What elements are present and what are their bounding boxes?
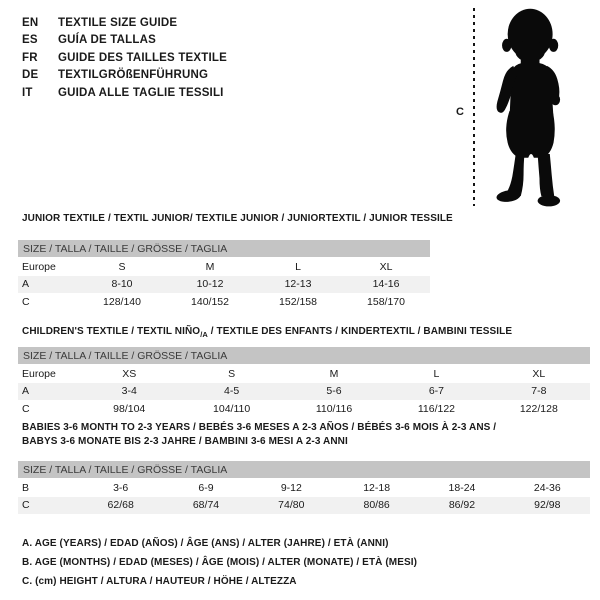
table-cell: 92/98 xyxy=(534,499,561,512)
table-cell: M xyxy=(329,367,339,380)
row-label: C xyxy=(22,499,30,512)
table-cell: 74/80 xyxy=(278,499,305,512)
children-row-age xyxy=(18,383,590,401)
language-label: GUIDE DES TAILLES TEXTILE xyxy=(58,51,227,64)
table-cell: 9-12 xyxy=(280,481,302,494)
language-code: IT xyxy=(22,86,33,99)
table-cell: XL xyxy=(379,260,393,273)
language-code: FR xyxy=(22,51,38,64)
table-cell: 8-10 xyxy=(111,278,133,291)
children-row-europe xyxy=(18,365,590,383)
language-list xyxy=(22,14,227,102)
junior-size-table xyxy=(18,240,430,311)
note-height-cm: C. (cm) HEIGHT / ALTURA / HAUTEUR / HÖHE / ALTEZZA xyxy=(22,576,297,587)
language-row-de xyxy=(22,67,227,85)
table-cell: 68/74 xyxy=(192,499,220,512)
table-cell: 122/128 xyxy=(519,402,558,415)
table-cell: 14-16 xyxy=(372,278,400,291)
language-row-en xyxy=(22,14,227,32)
table-cell: 6-7 xyxy=(428,385,445,398)
row-label: Europe xyxy=(22,367,56,380)
table-cell: XS xyxy=(122,367,137,380)
language-label: TEXTILE SIZE GUIDE xyxy=(58,16,178,29)
table-cell: S xyxy=(118,260,126,273)
row-label: C xyxy=(22,402,30,415)
table-cell: 140/152 xyxy=(191,295,229,308)
babies-title-line1: BABIES 3-6 MONTH TO 2-3 YEARS / BEBÉS 3-6 MESES A 2-3 AÑOS / BÉBÉS 3-6 MOIS À 2-3 ANS / xyxy=(22,422,497,433)
babies-title-line2: BABYS 3-6 MONATE BIS 2-3 JAHRE / BAMBINI 3-6 MESI A 2-3 ANNI xyxy=(22,436,348,447)
children-section-title xyxy=(22,325,512,342)
language-label: GUIDA ALLE TAGLIE TESSILI xyxy=(58,86,224,99)
table-cell: 10-12 xyxy=(196,278,224,291)
table-cell: 4-5 xyxy=(224,385,240,398)
language-code: EN xyxy=(22,16,39,29)
table-cell: 152/158 xyxy=(279,295,317,308)
table-cell: 128/140 xyxy=(103,295,141,308)
table-cell: 18-24 xyxy=(448,481,476,494)
babies-row-height xyxy=(18,497,590,515)
table-cell: 5-6 xyxy=(326,385,342,398)
height-dotted-line xyxy=(473,8,475,206)
table-cell: 7-8 xyxy=(531,385,547,398)
table-cell: 116/122 xyxy=(417,402,456,415)
table-cell: 110/116 xyxy=(315,402,353,415)
junior-section-title: JUNIOR TEXTILE / TEXTIL JUNIOR/ TEXTILE JUNIOR / JUNIORTEXTIL / JUNIOR TESSILE xyxy=(22,213,453,224)
language-code: ES xyxy=(22,34,38,47)
language-row-es xyxy=(22,32,227,50)
note-age-years: A. AGE (YEARS) / EDAD (AÑOS) / ÂGE (ANS) / ALTER (JAHRE) / ETÀ (ANNI) xyxy=(22,538,389,549)
children-title-main: CHILDREN'S TEXTILE / TEXTIL NIÑO xyxy=(22,326,201,337)
babies-size-table xyxy=(18,461,590,514)
row-label: A xyxy=(22,385,30,398)
note-age-months: B. AGE (MONTHS) / EDAD (MESES) / ÂGE (MOIS) / ALTER (MONATE) / ETÀ (MESI) xyxy=(22,557,418,568)
table-cell: 3-4 xyxy=(121,385,137,398)
table-cell: 6-9 xyxy=(198,481,214,494)
table-cell: 158/170 xyxy=(367,295,405,308)
babies-row-age xyxy=(18,479,590,497)
table-cell: L xyxy=(295,260,301,273)
language-row-fr xyxy=(22,49,227,67)
height-measure-label: C xyxy=(456,106,464,118)
table-cell: M xyxy=(205,260,215,273)
table-cell: L xyxy=(433,367,440,380)
table-cell: 98/104 xyxy=(113,402,146,415)
junior-size-header-bar: SIZE / TALLA / TAILLE / GRÖSSE / TAGLIA xyxy=(18,240,430,257)
table-cell: 12-18 xyxy=(363,481,391,494)
table-cell: 80/86 xyxy=(363,499,390,512)
children-size-table xyxy=(18,347,590,418)
language-row-it xyxy=(22,84,227,102)
children-row-height xyxy=(18,400,590,418)
row-label: C xyxy=(22,295,30,308)
height-figure xyxy=(452,5,584,210)
junior-row-age xyxy=(18,276,430,294)
language-label: TEXTILGRÖßENFÜHRUNG xyxy=(58,69,209,82)
children-title-sub: /A xyxy=(200,330,208,339)
babies-section-title xyxy=(22,421,496,449)
table-cell: 3-6 xyxy=(113,481,129,494)
table-cell: 12-13 xyxy=(284,278,312,291)
children-size-header-bar: SIZE / TALLA / TAILLE / GRÖSSE / TAGLIA xyxy=(18,347,590,364)
table-cell: 62/68 xyxy=(107,499,134,512)
language-code: DE xyxy=(22,69,39,82)
legend-notes xyxy=(22,534,417,591)
table-cell: XL xyxy=(532,367,546,380)
table-cell: 24-36 xyxy=(533,481,561,494)
junior-row-height xyxy=(18,293,430,311)
row-label: B xyxy=(22,481,30,494)
row-label: Europe xyxy=(22,260,56,273)
table-cell: 86/92 xyxy=(448,499,476,512)
row-label: A xyxy=(22,278,30,291)
table-cell: S xyxy=(228,367,236,380)
babies-size-header-bar: SIZE / TALLA / TAILLE / GRÖSSE / TAGLIA xyxy=(18,461,590,478)
junior-row-europe xyxy=(18,258,430,276)
children-title-rest: / TEXTILE DES ENFANTS / KINDERTEXTIL / BAMBINI TESSILE xyxy=(207,326,513,337)
language-label: GUÍA DE TALLAS xyxy=(58,34,156,47)
table-cell: 104/110 xyxy=(213,402,251,415)
toddler-silhouette-image xyxy=(484,6,580,212)
